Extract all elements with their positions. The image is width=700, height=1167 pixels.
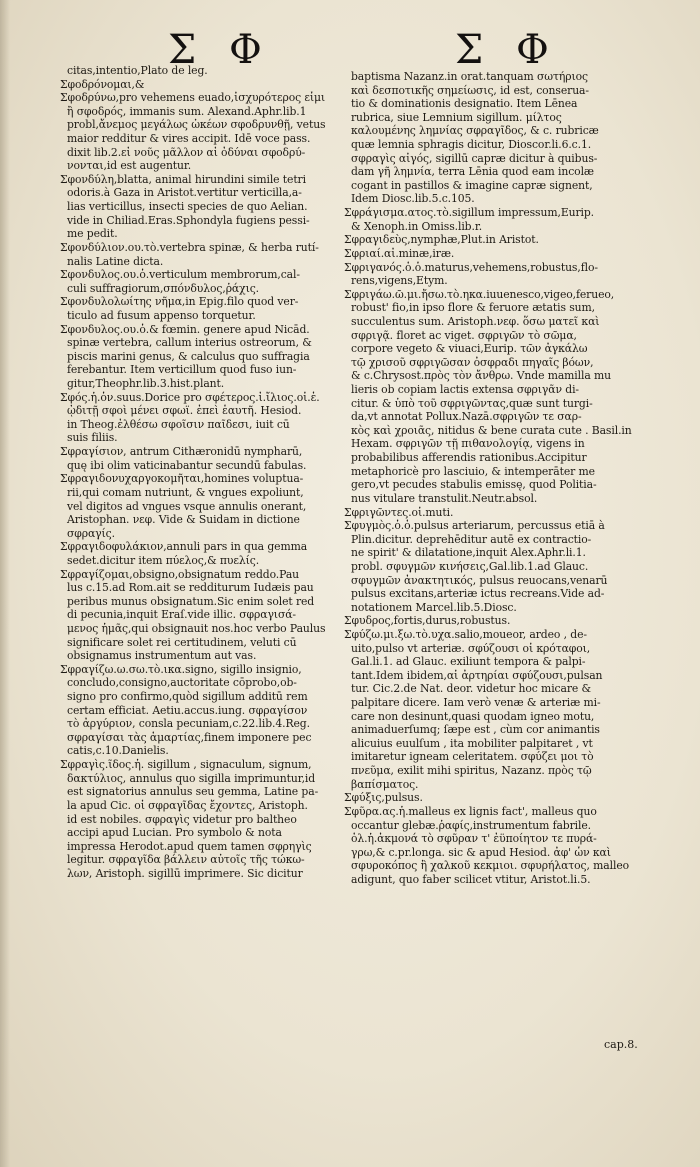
text-line: tio & dominationis designatio. Item Lēnea <box>351 97 578 111</box>
text-line: gitur,Theophr.lib.3.hist.plant. <box>67 377 225 391</box>
entry-headword-line: Σφραγίσιον, antrum Cithæronidū nympharū, <box>60 445 303 459</box>
entry-headword-line: Σφονδυλολωίτης νῆμα,in Epig.filo quod ver- <box>60 295 299 309</box>
text-line: Aristophan. νεφ. Vide & Suidam in dictione <box>67 513 300 527</box>
left-running-head: Σ Φ <box>168 27 272 73</box>
text-line: ἢ σφοδρός, immanis sum. Alexand.Aphr.lib.1 <box>67 104 307 118</box>
text-line: piscis marini genus, & calculus quo suffragia <box>67 349 310 363</box>
entry-headword-line: Σφύζω.μι.ξω.τὸ.υχα.salio,moueor, ardeo , de- <box>344 627 587 641</box>
text-line: palpitare dicere. Iam verò venæ & arteriæ mi- <box>351 696 601 710</box>
text-line: & Xenoph.in Omiss.lib.r. <box>351 219 483 233</box>
catchword: cap.8. <box>604 1038 638 1051</box>
text-line: pulsus excitans,arteriæ ictus recreans.Vide ad- <box>351 587 605 601</box>
entry-headword-line: Σφύξις,pulsus. <box>344 791 423 805</box>
text-line: σφυροκόπος ἢ χαλκοῦ κεκμιοι. σφυρήλατος, malleo <box>351 859 630 873</box>
text-line: significare solet rei certitudinem, veluti cū <box>67 635 297 649</box>
text-line: βαπίσματος. <box>351 777 419 791</box>
text-line: quę ibi olim vaticinabantur secundū fabulas. <box>67 458 307 472</box>
text-line: καὶ δεσποτικῆς σημείωσις, id est, conserua- <box>351 83 589 97</box>
text-line: vel digitos ad vngues vsque annulis onerant, <box>67 499 307 513</box>
text-line: robust' fio,in ipso flore & feruore ætatis sum, <box>351 301 595 315</box>
text-line: alicuius euulſum , ita mobiliter palpitaret , vt <box>351 736 593 750</box>
text-line: notationem Marcel.lib.5.Diosc. <box>351 600 517 614</box>
text-line: Plin.dicitur. deprehēditur autē ex contractio- <box>351 532 592 546</box>
text-line: probabilibus afferendis rationibus.Accipitur <box>351 451 587 465</box>
text-line: ferebantur. Item verticillum quod fuso iun- <box>67 363 297 377</box>
text-line: obsignamus instrumentum aut vas. <box>67 649 257 663</box>
text-line: baptisma Nazanz.in orat.tanquam σωτήριος <box>351 70 588 83</box>
entry-headword-line: Σφραγίζω.ω.σω.τὸ.ικα.signo, sigillo insignio, <box>60 662 302 676</box>
text-line: care non desinunt,quasi quodam igneo motu, <box>351 709 595 723</box>
text-line: signo pro confirmo,quòd sigillum additū rem <box>67 690 308 704</box>
text-line: sedet.dicitur item πύελος,& πυελίς. <box>67 553 260 567</box>
text-line: nalis Latine dicta. <box>67 254 164 268</box>
text-line: & c.Chrysost.πρὸς τὸν ἄνθρω. Vnde mamilla mu <box>351 369 612 383</box>
text-line: suis filiis. <box>67 431 118 445</box>
text-line: adigunt, quo faber scilicet vtitur, Aristot.li.5. <box>351 872 591 886</box>
text-line: καλουμένης λημνίας σφραγῖδος, & c. rubricæ <box>351 124 599 138</box>
entry-headword-line: Σφυγμὸς.ὁ.ὁ.pulsus arteriarum, percussus etiā à <box>344 519 605 533</box>
entry-headword-line: Σφοδρόνομαι,& <box>60 77 145 91</box>
text-line: ne spirit' & dilatatione,inquit Alex.Aphr.li.1. <box>351 546 586 560</box>
entry-headword-line: Σφός.ἡ.ὁν.suus.Dorice pro σφέτερος.ἰ.ἴλιος.οἱ.ἑ. <box>60 390 320 404</box>
text-line: in Theog.ἐλθέσω σφοῖσιν παῖδεσι, iuit cū <box>67 417 290 431</box>
text-line: citur. & ὑπὸ τοῦ σφριγῶντας,quæ sunt turgi- <box>351 396 593 410</box>
text-line: vide in Chiliad.Eras.Sphondyla fugiens pessi- <box>67 213 310 227</box>
text-line: certam efficiat. Aetiu.accus.iung. σφραγίσον <box>67 703 308 717</box>
entry-headword-line: Σφράγισμα.ατος.τὸ.sigillum impressum,Eurip. <box>344 206 595 220</box>
text-line: legitur. σφραγῖδα βάλλειν αὐτοῖς τῆς τώκω- <box>67 853 305 867</box>
text-line: imitaretur igneam celeritatem. σφύζει μοι τὸ <box>351 750 594 764</box>
text-line: citas,intentio,Plato de leg. <box>67 64 208 77</box>
text-line: κὸς καὶ χροιᾶς, nitidus & bene curata cute . Basil.in <box>351 423 632 437</box>
right-text-column <box>344 70 642 887</box>
text-line: metaphoricè pro lasciuio, & intemperāter me <box>351 464 595 478</box>
text-line: ᾠδιτῇ σφοὶ μένει σφωϊ. ἐπεὶ ἑαυτῆ. Hesiod. <box>67 404 302 418</box>
text-line: dixit lib.2.εἰ νοῦς μᾶλλον αἱ ὀδύναι σφοδρύ- <box>67 145 306 159</box>
entry-headword-line: Σφραγιδεὺς,nymphæ,Plut.in Aristot. <box>344 233 539 247</box>
entry-headword-line: Σφριαί.αἰ.minæ,iræ. <box>344 246 455 260</box>
entry-headword-line: Σφονδυλος.ου.ὁ.& fœmin. genere apud Nicād. <box>60 322 310 336</box>
text-line: dam γῆ λημνία, terra Lēnia quod eam incolæ <box>351 165 594 179</box>
text-line: cogant in pastillos & imagine capræ signent, <box>351 178 593 192</box>
text-line: ticulo ad fusum appenso torquetur. <box>67 308 256 322</box>
text-line: corpore vegeto & viuaci,Eurip. τῶν ἀγκάλω <box>351 342 588 356</box>
text-line: impressa Herodot.apud quem tamen σφρηγὶς <box>67 839 312 853</box>
entry-headword-line: Σφραγιδονυχαργοκομῆται,homines voluptua- <box>60 472 304 486</box>
text-line: λων, Aristoph. sigillū imprimere. Sic dicitur <box>67 866 303 880</box>
text-line: lias verticillus, insecti species de quo Aelian. <box>67 200 308 214</box>
text-line: gero,vt pecudes stabulis emissę, quod Politia- <box>351 478 597 492</box>
text-line: concludo,consigno,auctoritate cōprobo,ob- <box>67 676 297 690</box>
text-line: culi suffragiorum,σπόνδυλος,ῥάχις. <box>67 281 259 295</box>
text-line: σφυγμῶν ἀνακτητικός, pulsus reuocans,venarū <box>351 573 608 587</box>
entry-headword-line: Σφριγῶντες.οἱ.muti. <box>344 505 454 519</box>
text-line: spinæ vertebra, callum interius ostreorum, & <box>67 336 312 350</box>
text-line: σφριγᾷ. floret ac viget. σφριγῶν τὸ σῶμα, <box>351 328 577 342</box>
text-line: Hexam. σφριγῶν τῇ πιθανολογίᾳ, vigens in <box>351 437 585 451</box>
text-line: δακτύλιος, annulus quo sigilla imprimuntur,id <box>67 771 316 785</box>
text-line: est signatorius annulus seu gemma, Latine pa- <box>67 785 319 799</box>
text-line: di pecunia,inquit Eraſ.vide illic. σφραγισά- <box>67 608 296 622</box>
text-line: da,vt annotat Pollux.Nazā.σφριγῶν τε σαρ- <box>351 410 582 424</box>
entry-headword-line: Σφραγίζομαι,obsigno,obsignatum reddo.Pau <box>60 567 300 581</box>
entry-headword-line: Σφονδύλη,blatta, animal hirundini simile tetri <box>60 172 306 186</box>
entry-headword-line: Σφονδύλιον.ου.τὸ.vertebra spinæ, & herba rutí- <box>60 240 319 254</box>
text-line: μενος ἡμᾶς,qui obsignauit nos.hoc verbo Paulus <box>67 621 326 635</box>
text-line: accipi apud Lucian. Pro symbolo & nota <box>67 826 282 840</box>
text-line: τῷ χρισοῦ σφριγῶσαν ὀσφραδι πηγαῖς βόων, <box>351 355 594 369</box>
text-line: quæ lemnia sphragis dicitur, Dioscor.li.6.c.1. <box>351 138 592 152</box>
text-line: me pedit. <box>67 227 118 241</box>
text-line: odoris.à Gaza in Aristot.vertitur verticilla,a- <box>67 186 302 200</box>
entry-headword-line: Σφριγανός.ὁ.ὁ.maturus,vehemens,robustus,flo- <box>344 260 598 274</box>
text-line: tant.Idem ibidem,αἱ ἀρτηρίαι σφύζουσι,pulsan <box>351 668 603 682</box>
text-line: Gal.li.1. ad Glauc. exiliunt tempora & palpi- <box>351 655 586 669</box>
text-line: νονται,id est augentur. <box>67 159 192 173</box>
text-line: rens,vigens,Etym. <box>351 274 448 288</box>
text-line: occantur glebæ.ῥαφίς,instrumentum fabrile. <box>351 818 592 832</box>
text-line: σφραγίς. <box>67 526 115 540</box>
text-line: animaduerſumq; ſæpe est , cùm cor animantis <box>351 723 600 737</box>
right-running-head: Σ Φ <box>455 27 559 73</box>
entry-headword-line: Σφυδρος,fortis,durus,robustus. <box>344 614 511 628</box>
text-line: rubrica, siue Lemnium sigillum. μίλτος <box>351 110 562 124</box>
text-line: lus c.15.ad Rom.ait se redditurum Iudæis pau <box>67 581 314 595</box>
binding-gutter-shadow <box>0 0 10 1167</box>
entry-headword-line: Σφοδρύνω,pro vehemens euado,ἰσχυρότερος εἶμι <box>60 91 326 105</box>
left-text-column <box>60 64 332 881</box>
text-line: tur. Cic.2.de Nat. deor. videtur hoc micare & <box>351 682 592 696</box>
text-line: Idem Diosc.lib.5.c.105. <box>351 192 475 206</box>
text-line: succulentus sum. Aristoph.νεφ. ὅσω ματεῖ καὶ <box>351 314 600 328</box>
text-line: τὸ ἀργύριον, consla pecuniam,c.22.lib.4.Reg. <box>67 717 310 731</box>
text-line: πνεῦμα, exilit mihi spiritus, Nazanz. πρὸς τῷ <box>351 764 592 778</box>
text-line: peribus munus obsignatum.Sic enim solet red <box>67 594 315 608</box>
text-line: la apud Cic. οἱ σφραγῖδας ἔχοντες, Aristoph. <box>67 798 308 812</box>
entry-headword-line: Σφραγὶς.ῖδος.ἡ. sigillum , signaculum, signum, <box>60 758 312 772</box>
text-line: maior redditur & vires accipit. Idē voce pass. <box>67 132 311 146</box>
text-line: uito,pulso vt arteriæ. σφύζουσι οἱ κρόταφοι, <box>351 641 591 655</box>
text-line: ὁλ.ἡ.ἀκμονά τὸ σφῦραν τ' ἐϋποίητον τε πυρά- <box>351 832 597 846</box>
entry-headword-line: Σφονδυλος.ου.ὁ.verticulum membrorum,cal- <box>60 268 300 282</box>
text-line: σφραγὶς αἰγός, sigillū capræ dicitur à quibus- <box>351 151 598 165</box>
entry-headword-line: Σφριγάω.ῶ.μι.ἤσω.τὸ.ηκα.iuuenesco,vigeo,ferueo, <box>344 287 615 301</box>
text-line: γρω,& c.pr.longa. sic & apud Hesiod. ἀφ' ὧν καὶ <box>351 845 611 859</box>
text-line: rii,qui comam nutriunt, & vngues expoliunt, <box>67 485 304 499</box>
entry-headword-line: Σφραγιδοφυλάκιον,annuli pars in qua gemma <box>60 540 308 554</box>
text-line: id est nobiles. σφραγὶς videtur pro baltheo <box>67 812 297 826</box>
text-line: probl,ἄνεμος μεγάλως ὠκέων σφοδρυνθῇ, vetus <box>67 118 326 132</box>
entry-headword-line: Σφῦρα.ας.ἡ.malleus ex lignis fact', malleus quo <box>344 804 597 818</box>
text-line: lieris ob copiam lactis extensa σφριγᾶν di- <box>351 383 579 397</box>
text-line: σφραγίσαι τὰς ἁμαρτίας,finem imponere pec <box>67 730 312 744</box>
text-line: catis,c.10.Danielis. <box>67 744 169 758</box>
text-line: nus vitulare transtulit.Neutr.absol. <box>351 491 538 505</box>
text-line: probl. σφυγμῶν κινήσεις,Gal.lib.1.ad Glauc. <box>351 559 589 573</box>
